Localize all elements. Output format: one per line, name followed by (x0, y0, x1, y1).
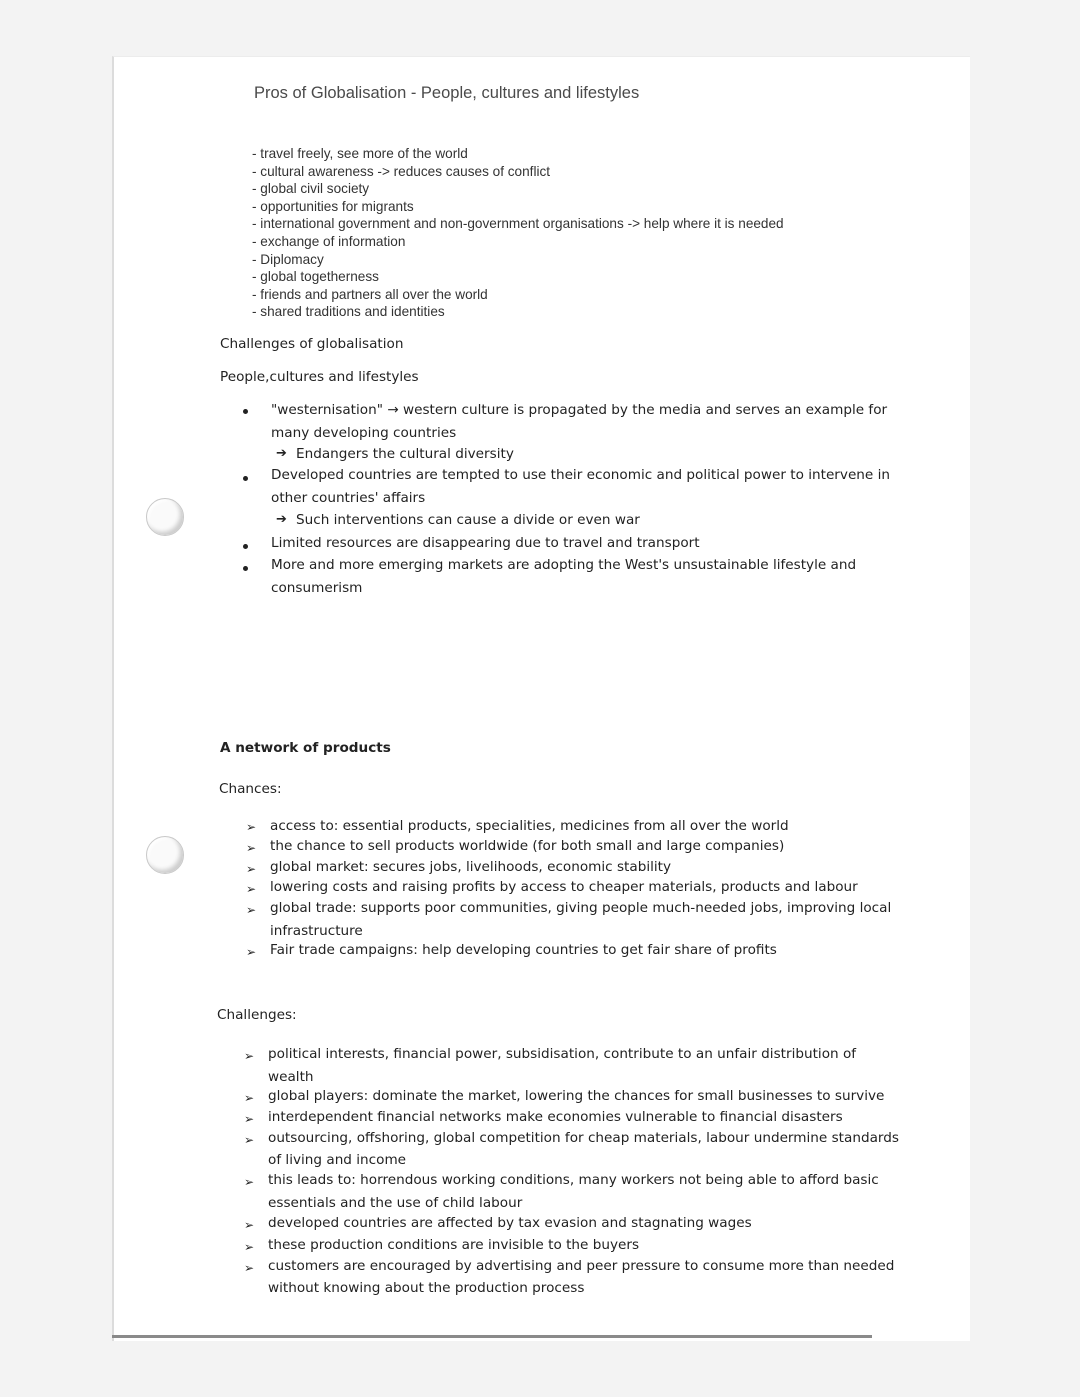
bullet-dot-icon (243, 566, 248, 571)
list-item-line: developed countries are affected by tax evasion and stagnating wages (268, 1215, 752, 1231)
list-item-line: consumerism (271, 580, 363, 596)
list-item-line: without knowing about the production process (268, 1280, 585, 1296)
list-item: - international government and non-government organisations -> help where it is needed (252, 216, 784, 232)
list-sub-item: Such interventions can cause a divide or even war (296, 512, 640, 528)
list-item: - global civil society (252, 181, 370, 197)
paper-bottom-edge (112, 1335, 872, 1338)
chevron-right-icon: ➢ (246, 945, 257, 959)
list-item-line: essentials and the use of child labour (268, 1195, 523, 1211)
people-heading: People,cultures and lifestyles (220, 369, 419, 385)
bullet-dot-icon (243, 409, 248, 414)
chevron-right-icon: ➢ (244, 1091, 255, 1105)
page-title: Pros of Globalisation - People, cultures and lifestyles (254, 84, 640, 102)
bullet-dot-icon (243, 544, 248, 549)
list-item: - travel freely, see more of the world (252, 146, 468, 161)
chevron-right-icon: ➢ (244, 1175, 255, 1189)
list-item-line: the chance to sell products worldwide (for both small and large companies) (270, 838, 785, 854)
bullet-dot-icon (243, 476, 248, 481)
list-item-line: global trade: supports poor communities, giving people much-needed jobs, improving local (270, 900, 892, 916)
list-item: - exchange of information (252, 233, 406, 249)
list-item-line: Developed countries are tempted to use their economic and political power to intervene in (271, 467, 890, 483)
list-item-line: global market: secures jobs, livelihoods, economic stability (270, 859, 672, 875)
list-item-line: outsourcing, offshoring, global competition for cheap materials, labour undermine standards (268, 1130, 899, 1146)
right-arrow-icon: ➔ (276, 512, 287, 527)
list-item: - Diplomacy (252, 251, 324, 267)
chevron-right-icon: ➢ (246, 862, 257, 876)
list-item-line: many developing countries (271, 425, 457, 441)
list-item-line: access to: essential products, specialities, medicines from all over the world (270, 818, 789, 834)
punch-hole-icon (146, 836, 184, 874)
list-item-line: More and more emerging markets are adopting the West's unsustainable lifestyle and (271, 557, 857, 573)
list-item: - friends and partners all over the world (252, 286, 488, 302)
list-item-line: wealth (268, 1069, 314, 1085)
list-item-line: infrastructure (270, 923, 363, 939)
chevron-right-icon: ➢ (246, 882, 257, 896)
list-item-line: customers are encouraged by advertising and peer pressure to consume more than needed (268, 1258, 895, 1274)
list-item-line: lowering costs and raising profits by access to cheaper materials, products and labour (270, 879, 858, 895)
right-arrow-icon: ➔ (276, 446, 287, 461)
challenges-heading: Challenges of globalisation (220, 336, 404, 352)
punch-hole-icon (146, 498, 184, 536)
chevron-right-icon: ➢ (244, 1240, 255, 1254)
list-item-line: global players: dominate the market, lowering the chances for small businesses to survive (268, 1088, 885, 1104)
list-item-line: this leads to: horrendous working conditions, many workers not being able to afford basic (268, 1172, 879, 1188)
list-item-line: interdependent financial networks make economies vulnerable to financial disasters (268, 1109, 843, 1125)
list-item: - global togetherness (252, 269, 379, 285)
chevron-right-icon: ➢ (244, 1112, 255, 1126)
chevron-right-icon: ➢ (244, 1049, 255, 1063)
list-item-line: Fair trade campaigns: help developing countries to get fair share of profits (270, 942, 777, 958)
list-item-line: of living and income (268, 1152, 407, 1168)
chevron-right-icon: ➢ (246, 841, 257, 855)
chevron-right-icon: ➢ (244, 1133, 255, 1147)
list-item-line: these production conditions are invisible to the buyers (268, 1237, 640, 1253)
challenges2-heading: Challenges: (217, 1007, 297, 1023)
list-item-line: "westernisation" → western culture is propagated by the media and serves an example for (271, 402, 888, 418)
list-item-line: other countries' affairs (271, 490, 426, 506)
list-item: - shared traditions and identities (252, 304, 445, 320)
network-heading: A network of products (220, 740, 391, 756)
list-item-line: Limited resources are disappearing due to travel and transport (271, 535, 700, 551)
list-sub-item: Endangers the cultural diversity (296, 446, 514, 462)
pros-list (252, 145, 784, 321)
chevron-right-icon: ➢ (246, 903, 257, 917)
list-item: - cultural awareness -> reduces causes of conflict (252, 163, 551, 179)
chevron-right-icon: ➢ (244, 1218, 255, 1232)
chances-heading: Chances: (219, 781, 282, 797)
chevron-right-icon: ➢ (244, 1261, 255, 1275)
list-item: - opportunities for migrants (252, 198, 414, 214)
chevron-right-icon: ➢ (246, 820, 257, 834)
list-item-line: political interests, financial power, subsidisation, contribute to an unfair distribution of (268, 1046, 857, 1062)
